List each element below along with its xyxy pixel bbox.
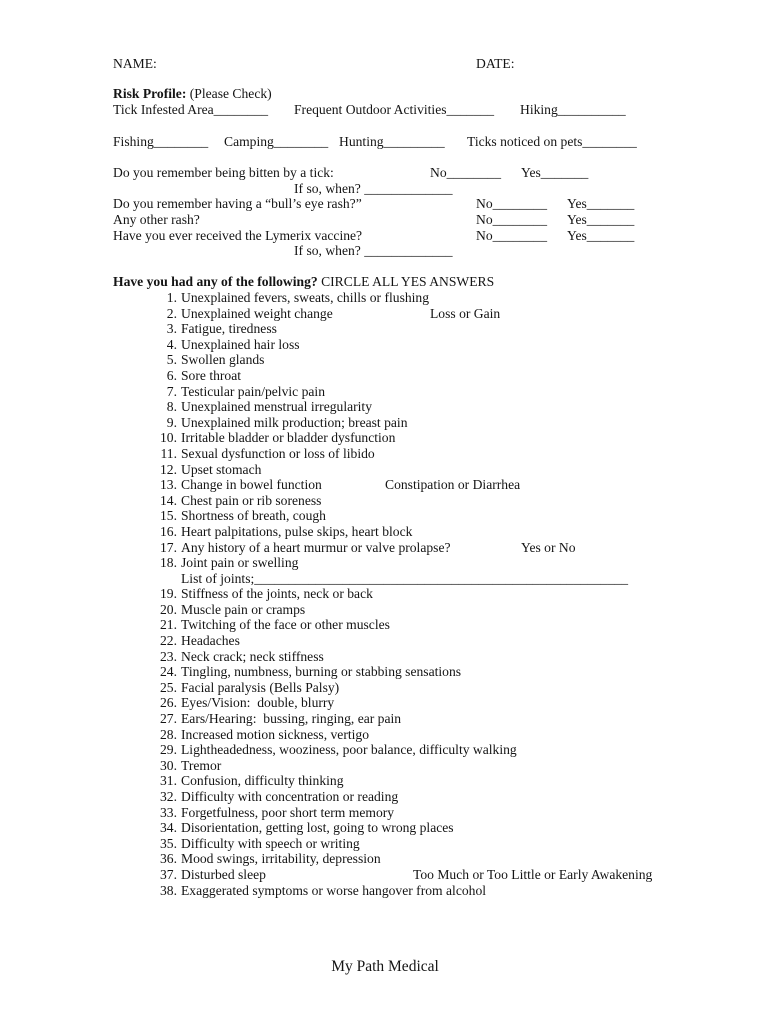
symptom-text: Unexplained hair loss	[181, 336, 300, 352]
lymerix-question: Have you ever received the Lymerix vaccine?	[113, 228, 363, 243]
symptom-number: 32.	[160, 789, 177, 804]
symptom-text: Change in bowel function	[181, 477, 322, 493]
symptom-number: 1.	[166, 290, 177, 305]
symptom-number: 24.	[160, 664, 177, 680]
symptom-item[interactable]	[113, 867, 673, 883]
symptom-text: Joint pain or swelling	[181, 555, 299, 571]
symptom-text: Heart palpitations, pulse skips, heart block	[181, 523, 413, 539]
symptom-item[interactable]	[113, 306, 673, 322]
symptom-number: 11.	[160, 445, 177, 461]
symptom-item[interactable]	[113, 789, 673, 805]
hiking-field[interactable]: Hiking__________	[520, 102, 626, 117]
symptom-text: Chest pain or rib soreness	[181, 492, 322, 508]
bullseye-yes-field[interactable]: Yes_______	[567, 196, 635, 211]
symptom-text: Testicular pain/pelvic pain	[181, 383, 325, 399]
symptom-text: Exaggerated symptoms or worse hangover from alcohol	[181, 882, 487, 898]
symptom-text: Shortness of breath, cough	[181, 508, 326, 524]
symptom-item[interactable]	[113, 602, 673, 618]
symptom-text: Mood swings, irritability, depression	[181, 851, 381, 867]
symptom-number: 20.	[160, 601, 177, 617]
lymerix-when-field[interactable]: If so, when? _____________	[294, 243, 453, 258]
symptom-text: Unexplained milk production; breast pain	[181, 414, 408, 430]
symptom-text: Unexplained menstrual irregularity	[181, 399, 373, 415]
symptom-options[interactable]: Too Much or Too Little or Early Awakening	[413, 866, 653, 882]
symptom-item[interactable]	[113, 836, 673, 852]
symptom-number: 27.	[160, 711, 177, 727]
symptom-item[interactable]	[113, 430, 673, 446]
symptom-number: 4.	[166, 336, 177, 352]
symptom-options[interactable]: Yes or No	[521, 539, 576, 555]
symptom-item[interactable]	[113, 477, 673, 493]
symptom-text: Sore throat	[181, 367, 242, 383]
symptom-text: Unexplained fevers, sweats, chills or flushing	[181, 290, 430, 305]
symptom-item[interactable]	[113, 680, 673, 696]
symptom-number: 28.	[160, 726, 177, 742]
symptom-number: 19.	[160, 586, 177, 602]
symptom-item[interactable]	[113, 352, 673, 368]
bitten-no-field[interactable]: No________	[430, 165, 501, 180]
symptom-item[interactable]	[113, 758, 673, 774]
symptom-text: Difficulty with concentration or reading	[181, 789, 399, 804]
symptom-item[interactable]	[113, 617, 673, 633]
symptom-item[interactable]	[113, 633, 673, 649]
symptom-item[interactable]	[113, 664, 673, 680]
symptom-item[interactable]	[113, 571, 673, 587]
symptom-list	[113, 290, 673, 898]
symptom-item[interactable]	[113, 555, 673, 571]
symptom-number: 18.	[160, 555, 177, 571]
symptom-item[interactable]	[113, 805, 673, 821]
other-rash-question: Any other rash?	[113, 212, 200, 227]
symptom-number: 16.	[160, 523, 177, 539]
bullseye-question: Do you remember having a “bull’s eye rash?”	[113, 196, 362, 211]
symptom-number: 15.	[160, 508, 177, 524]
footer-org-name: My Path Medical	[331, 958, 439, 975]
other-rash-yes-field[interactable]: Yes_______	[567, 212, 635, 227]
symptom-number: 25.	[160, 679, 177, 695]
camping-field[interactable]: Camping________	[224, 134, 329, 149]
risk-profile-instruction: (Please Check)	[186, 86, 272, 101]
symptom-number: 22.	[160, 633, 177, 649]
risk-profile-heading	[113, 86, 272, 102]
symptom-item[interactable]	[113, 524, 673, 540]
symptom-number: 8.	[166, 399, 177, 415]
symptom-item[interactable]	[113, 711, 673, 727]
symptom-item[interactable]	[113, 773, 673, 789]
symptom-item[interactable]	[113, 727, 673, 743]
lymerix-yes-field[interactable]: Yes_______	[567, 228, 635, 243]
symptom-text: Stiffness of the joints, neck or back	[181, 586, 373, 602]
symptom-item[interactable]	[113, 508, 673, 524]
symptom-item[interactable]	[113, 368, 673, 384]
symptom-item[interactable]	[113, 321, 673, 337]
symptom-number: 13.	[160, 477, 177, 493]
symptoms-heading	[113, 274, 494, 290]
symptom-number: 38.	[160, 882, 177, 898]
symptom-text: Forgetfulness, poor short term memory	[181, 804, 395, 820]
symptom-item[interactable]	[113, 399, 673, 415]
other-rash-no-field[interactable]: No________	[476, 212, 547, 227]
ticks-on-pets-field[interactable]: Ticks noticed on pets________	[467, 134, 637, 149]
symptom-number: 9.	[166, 414, 177, 430]
symptom-text: Headaches	[181, 633, 240, 649]
symptom-text: Disorientation, getting lost, going to wrong places	[181, 820, 454, 836]
symptom-text: Tingling, numbness, burning or stabbing sensations	[181, 664, 462, 680]
symptom-number: 7.	[166, 383, 177, 399]
name-field-label: NAME:	[113, 56, 157, 71]
symptom-text: Tremor	[181, 757, 222, 773]
symptom-item[interactable]	[113, 290, 673, 306]
symptom-item[interactable]	[113, 337, 673, 353]
symptom-text: Neck crack; neck stiffness	[181, 648, 324, 664]
symptom-item[interactable]	[113, 695, 673, 711]
bitten-question: Do you remember being bitten by a tick:	[113, 165, 334, 180]
symptom-number: 17.	[160, 539, 177, 555]
symptom-item[interactable]	[113, 462, 673, 478]
symptom-item[interactable]	[113, 446, 673, 462]
symptom-text: Difficulty with speech or writing	[181, 835, 360, 851]
symptom-number: 35.	[160, 835, 177, 851]
outdoor-activities-field[interactable]: Frequent Outdoor Activities_______	[294, 102, 495, 117]
symptom-text: Twitching of the face or other muscles	[181, 617, 390, 633]
bitten-when-field[interactable]: If so, when? _____________	[294, 181, 453, 196]
symptom-text: Fatigue, tiredness	[181, 321, 277, 337]
symptom-text: Eyes/Vision: double, blurry	[181, 695, 335, 711]
symptom-text: Ears/Hearing: bussing, ringing, ear pain	[181, 711, 402, 727]
symptom-number: 26.	[160, 695, 177, 711]
symptom-text: Disturbed sleep	[181, 866, 266, 882]
symptom-item[interactable]	[113, 493, 673, 509]
symptom-item[interactable]	[113, 851, 673, 867]
symptoms-heading-instruction: CIRCLE ALL YES ANSWERS	[317, 274, 495, 289]
symptom-text: Irritable bladder or bladder dysfunction	[181, 430, 396, 446]
bitten-yes-field[interactable]: Yes_______	[521, 165, 589, 180]
symptom-number: 34.	[160, 820, 177, 836]
symptom-item[interactable]	[113, 649, 673, 665]
symptom-options[interactable]: Loss or Gain	[430, 305, 501, 321]
symptom-item[interactable]	[113, 586, 673, 602]
fishing-field[interactable]: Fishing________	[113, 134, 209, 149]
symptom-number: 10.	[160, 430, 177, 446]
symptom-item[interactable]	[113, 384, 673, 400]
symptom-number: 37.	[160, 866, 177, 882]
symptom-number: 33.	[160, 804, 177, 820]
hunting-field[interactable]: Hunting_________	[339, 134, 445, 149]
symptoms-heading-question: Have you had any of the following?	[113, 274, 318, 289]
symptom-number: 12.	[160, 461, 177, 477]
symptom-text: Lightheadedness, wooziness, poor balance, difficulty walking	[181, 742, 517, 758]
symptom-text: Increased motion sickness, vertigo	[181, 726, 369, 742]
symptom-item[interactable]	[113, 742, 673, 758]
symptom-number: 29.	[160, 742, 177, 758]
symptom-item[interactable]	[113, 415, 673, 431]
symptom-text: Sexual dysfunction or loss of libido	[181, 445, 375, 461]
symptom-number: 21.	[160, 617, 177, 633]
symptom-number: 36.	[160, 851, 177, 867]
symptom-options[interactable]: Constipation or Diarrhea	[385, 477, 521, 493]
symptom-text: Muscle pain or cramps	[181, 601, 306, 617]
symptom-item[interactable]	[113, 883, 673, 899]
symptom-item[interactable]	[113, 540, 673, 556]
symptom-text: Facial paralysis (Bells Palsy)	[181, 679, 340, 695]
symptom-number: 2.	[166, 305, 177, 321]
symptom-number: 23.	[160, 648, 177, 664]
risk-profile-title: Risk Profile:	[113, 86, 187, 101]
symptom-number: 30.	[160, 757, 177, 773]
symptom-number: 3.	[166, 321, 177, 337]
lymerix-no-field[interactable]: No________	[476, 228, 547, 243]
symptom-number: 6.	[166, 367, 177, 383]
symptom-number: 31.	[160, 773, 177, 789]
symptom-text: Swollen glands	[181, 352, 265, 368]
symptom-text: Upset stomach	[181, 461, 262, 477]
symptom-item[interactable]	[113, 820, 673, 836]
symptom-text: Confusion, difficulty thinking	[181, 773, 344, 789]
bullseye-no-field[interactable]: No________	[476, 196, 547, 211]
symptom-text: Any history of a heart murmur or valve prolapse?	[181, 539, 451, 555]
tick-area-field[interactable]: Tick Infested Area________	[113, 102, 269, 117]
symptom-text: Unexplained weight change	[181, 305, 333, 321]
date-field-label: DATE:	[476, 56, 515, 71]
symptom-text: List of joints;_______________________________________________________	[181, 570, 629, 586]
symptom-number: 5.	[166, 352, 177, 368]
symptom-number: 14.	[160, 492, 177, 508]
